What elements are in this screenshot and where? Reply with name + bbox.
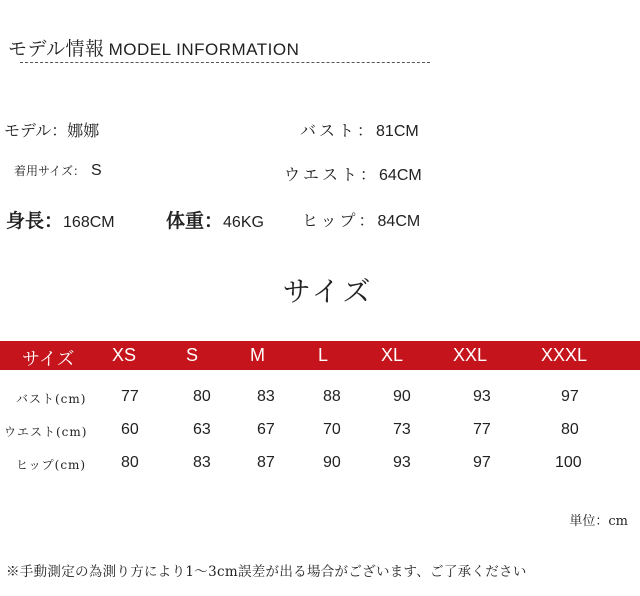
model-waist-label: ウエスト： — [284, 165, 380, 184]
header-title-jp: モデル情報 — [8, 39, 105, 60]
size-col-xl: XL — [381, 345, 404, 365]
model-weight — [166, 206, 264, 233]
table-cell: 80 — [121, 454, 139, 471]
size-col-s: S — [186, 345, 199, 365]
model-name — [4, 118, 99, 141]
table-cell: 67 — [257, 421, 275, 438]
table-cell: 70 — [323, 421, 341, 438]
table-cell: 90 — [393, 388, 411, 405]
model-weight-value: 46KG — [223, 214, 264, 231]
footnote: ※手動測定の為測り方により1〜3cm誤差が出る場合がございます、ご了承ください — [6, 564, 527, 580]
model-size — [14, 162, 102, 180]
model-height — [6, 206, 115, 233]
model-name-label: モデル： — [4, 121, 68, 140]
table-cell: 77 — [121, 388, 139, 405]
header-title — [8, 34, 299, 61]
table-cell: 97 — [473, 454, 491, 471]
size-col-l: L — [318, 345, 329, 365]
model-waist — [284, 162, 422, 185]
model-hip — [302, 208, 420, 231]
size-header-label: サイズ — [22, 349, 75, 369]
table-cell: 80 — [193, 388, 211, 405]
model-height-label: 身長： — [6, 211, 64, 232]
table-cell: 73 — [393, 421, 411, 438]
model-height-value: 168CM — [63, 214, 115, 231]
table-cell: 83 — [257, 388, 275, 405]
table-cell: 90 — [323, 454, 341, 471]
model-name-value: 娜娜 — [67, 121, 100, 140]
size-col-m: M — [250, 345, 265, 365]
size-table-header — [0, 341, 640, 370]
table-cell: 93 — [393, 454, 411, 471]
header-divider — [20, 62, 430, 63]
table-cell: 88 — [323, 388, 341, 405]
size-col-xs: XS — [112, 345, 137, 365]
table-row — [0, 421, 640, 443]
model-bust — [300, 118, 419, 141]
model-waist-value: 64CM — [379, 167, 422, 184]
size-col-xxxl: XXXL — [541, 345, 588, 365]
table-cell: 97 — [561, 388, 579, 405]
row-label-bust: バスト(cm) — [16, 392, 87, 406]
table-cell: 87 — [257, 454, 275, 471]
table-row — [0, 388, 640, 410]
model-size-value: S — [91, 162, 102, 179]
model-hip-label: ヒップ： — [302, 211, 378, 230]
model-bust-label: バスト： — [300, 121, 377, 140]
model-hip-value: 84CM — [377, 213, 421, 230]
table-cell: 100 — [555, 454, 582, 471]
table-cell: 83 — [193, 454, 211, 471]
table-cell: 63 — [193, 421, 211, 438]
size-col-xxl: XXL — [453, 345, 488, 365]
header-title-en: MODEL INFORMATION — [108, 40, 300, 59]
table-cell: 80 — [561, 421, 579, 438]
model-size-label: 着用サイズ： — [14, 164, 86, 178]
unit-note: 単位：cm — [569, 514, 628, 529]
table-cell: 77 — [473, 421, 491, 438]
row-label-hip: ヒップ(cm) — [16, 458, 87, 472]
table-cell: 60 — [121, 421, 139, 438]
model-bust-value: 81CM — [376, 123, 419, 140]
table-cell: 93 — [473, 388, 491, 405]
row-label-waist: ウエスト(cm) — [4, 425, 88, 439]
table-row — [0, 454, 640, 476]
size-section-title: サイズ — [282, 275, 374, 308]
model-weight-label: 体重： — [166, 211, 224, 232]
